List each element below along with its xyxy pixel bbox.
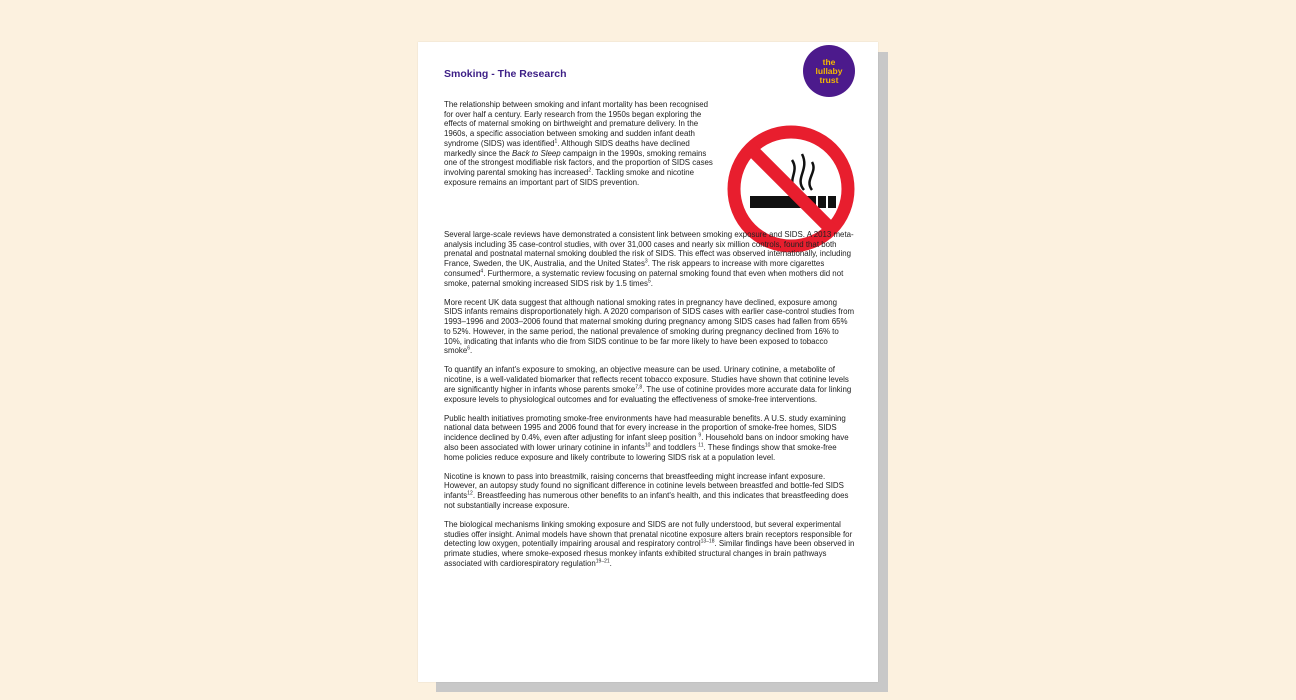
paragraph-6: [444, 472, 856, 511]
citation-11: 11: [698, 442, 704, 449]
paragraph-2: [444, 230, 856, 288]
citation-19-21: 19–21: [595, 558, 610, 565]
p3-text-2: .: [470, 346, 473, 356]
p3-text-1: More recent UK data suggest that although national smoking rates in pregnancy have declined, exposure among SIDS infants remains disproportionately high. A 2020 comparison of SIDS cases with earlier case-control studies from 1993–1996 and 2003–2006 found that maternal smoking during pregnancy among SIDS cases had fallen from 65% to 52%. However, in the same period, the national prevalence of smoking during pregnancy declined from 16% to 10%, indicating that infants who die from SIDS continue to be far more likely to have been exposed to tobacco smoke: [444, 297, 855, 356]
citation-1: 1: [554, 138, 558, 145]
campaign-name: Back to Sleep: [511, 148, 561, 158]
citation-2: 2: [588, 167, 592, 174]
citation-5: 5: [647, 277, 651, 284]
body-text: [444, 230, 856, 578]
logo-line-2: lullaby: [815, 65, 843, 76]
p2-text-2: . The risk appears to increase with more cigarettes consumed: [444, 259, 825, 278]
citation-3: 3: [644, 258, 648, 265]
citation-13-18: 13–18: [700, 538, 715, 545]
p4-text-1: To quantify an infant's exposure to smoking, an objective measure can be used. Urinary cotinine, a metabolite of nicotine, is a well-validated biomarker that reflects recent tobacco exposure. Studies have shown that cotinine levels are significantly higher in infants whose parents smoke: [444, 365, 849, 394]
logo-line-1: the: [822, 56, 836, 67]
lullaby-trust-logo: [803, 45, 855, 97]
paragraph-7: [444, 520, 856, 569]
p5-text-3: and toddlers: [650, 442, 699, 452]
citation-10: 10: [644, 442, 651, 449]
citation-6: 6: [467, 345, 471, 352]
p6-text-2: . Breastfeeding has numerous other benefits to an infant's health, and this indicates that breastfeeding does not substantially increase exposure.: [444, 491, 849, 510]
intro-text-2: . Although SIDS deaths have declined markedly since the: [444, 138, 690, 158]
citation-12: 12: [467, 490, 473, 497]
p5-text-1: Public health initiatives promoting smoke-free environments have had measurable benefits. A U.S. study examining national data between 1995 and 2006 found that for every increase in the proportion of smoke-free homes, SIDS incidence declined by 0.4%, even after adjusting for infant sleep position: [444, 413, 846, 443]
p6-text-1: Nicotine is known to pass into breastmilk, raising concerns that breastfeeding might increase infant exposure. However, an autopsy study found no significant difference in cotinine levels between breastfed and bottle-fed SIDS infants: [444, 471, 844, 501]
p7-text-2: . Similar findings have been observed in primate studies, where smoke-exposed rhesus monkey infants exhibited structural changes in brain pathways associated with cardiorespiratory regulation: [444, 539, 855, 568]
p2-text-4: .: [650, 278, 653, 288]
p7-text-1: The biological mechanisms linking smoking exposure and SIDS are not fully understood, but several experimental studies offer insight. Animal models have shown that prenatal nicotine exposure alters brain receptors responsible for detecting low oxygen, potentially impairing arousal and respiratory control: [444, 520, 853, 549]
p5-text-2: . Household bans on indoor smoking have also been associated with lower urinary cotinine in infants: [444, 433, 849, 452]
paragraph-5: [444, 414, 856, 463]
intro-paragraph: [444, 100, 716, 187]
citation-7-8: 7,8: [635, 384, 643, 391]
paragraph-4: [444, 365, 856, 404]
p7-text-3: .: [609, 558, 612, 568]
citation-4: 4: [480, 268, 484, 275]
p5-text-4: . These findings show that smoke-free home policies reduce exposure and likely contribute to lowering SIDS risk at a population level.: [444, 442, 837, 462]
p2-text-3: . Furthermore, a systematic review focusing on paternal smoking found that even when mothers did not smoke, paternal smoking increased SIDS risk by 1.5 times: [444, 268, 844, 288]
intro-text-4: . Tackling smoke and nicotine exposure remains an important part of SIDS prevention.: [444, 167, 695, 187]
paragraph-3: [444, 298, 856, 356]
p4-text-2: . The use of cotinine provides more accurate data for linking exposure levels to physiological outcomes and for evaluating the effectiveness of smoke-free interventions.: [444, 384, 852, 404]
document-page: [418, 42, 878, 682]
logo-line-3: trust: [819, 74, 839, 85]
citation-9: 9: [698, 432, 702, 439]
p2-text-1: Several large-scale reviews have demonstrated a consistent link between smoking exposure and SIDS. A 2013 meta-analysis including 35 case-control studies, with over 31,000 cases and nearly six million controls, found that both prenatal and postnatal maternal smoking doubled the risk of SIDS. This effect was observed internationally, including France, Sweden, the UK, Australia, and the United States: [444, 230, 854, 269]
page-title: Smoking - The Research: [444, 68, 567, 80]
intro-text-3: campaign in the 1990s, smoking remains one of the strongest modifiable risk factors, and the proportion of SIDS cases involving parental smoking has increased: [444, 148, 713, 177]
intro-text-1: The relationship between smoking and infant mortality has been recognised for over half a century. Early research from the 1950s began exploring the effects of maternal smoking on birthweight and premature delivery. In the 1960s, a specific association between smoking and sudden infant death syndrome (SIDS) was identified: [444, 100, 709, 148]
